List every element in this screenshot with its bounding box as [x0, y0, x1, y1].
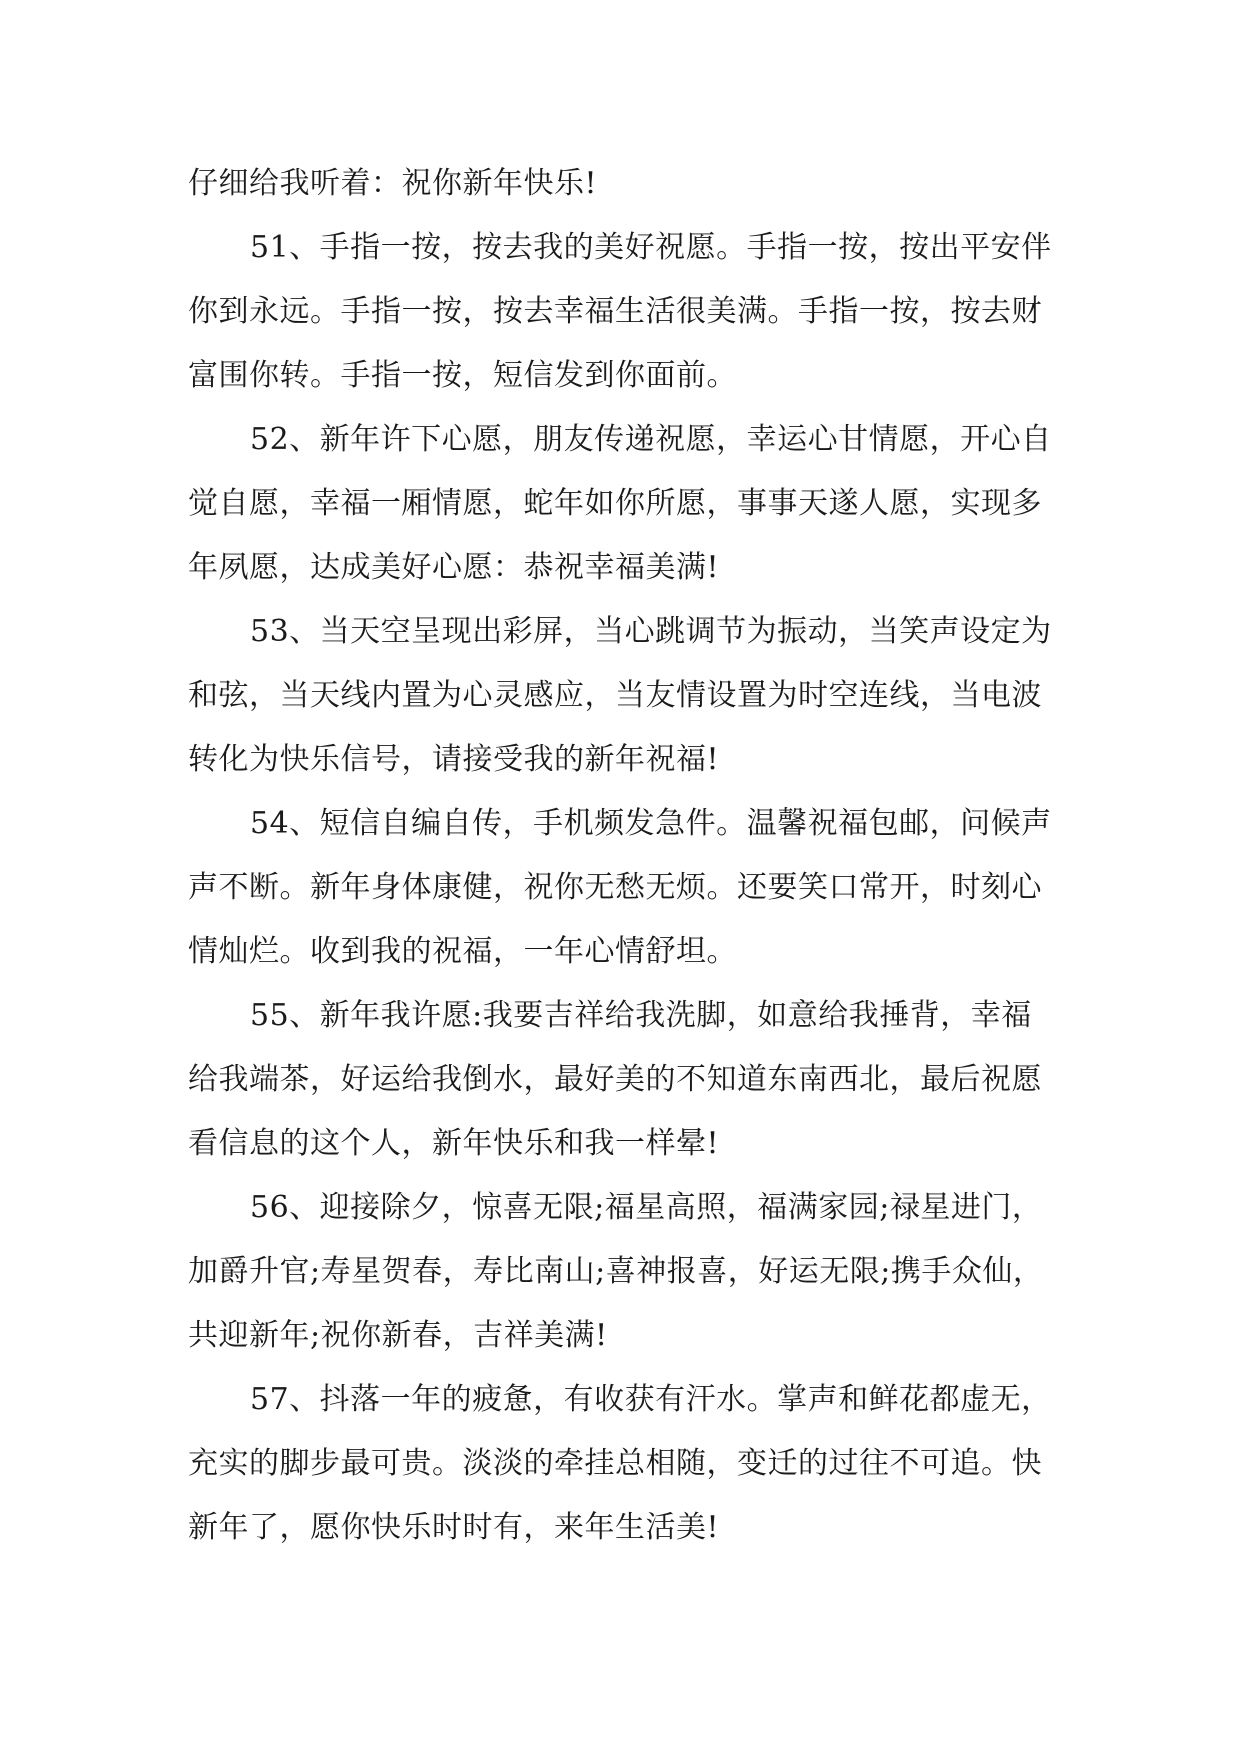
paragraph-52-line: 52、新年许下心愿，朋友传递祝愿，幸运心甘情愿，开心自	[250, 422, 1052, 457]
paragraph-57-line: 新年了，愿你快乐时时有，来年生活美!	[188, 1510, 720, 1545]
paragraph-57-line: 57、抖落一年的疲惫，有收获有汗水。掌声和鲜花都虚无，	[250, 1382, 1052, 1417]
paragraph-53-line: 转化为快乐信号，请接受我的新年祝福!	[188, 742, 720, 777]
paragraph-54-line: 声不断。新年身体康健，祝你无愁无烦。还要笑口常开，时刻心	[188, 870, 1042, 905]
paragraph-55-line: 给我端茶，好运给我倒水，最好美的不知道东南西北，最后祝愿	[188, 1062, 1042, 1097]
paragraph-55-line: 看信息的这个人，新年快乐和我一样晕!	[188, 1126, 720, 1161]
paragraph-56-line: 56、迎接除夕，惊喜无限;福星高照，福满家园;禄星进门，	[250, 1190, 1043, 1225]
paragraph-56-line: 加爵升官;寿星贺春，寿比南山;喜神报喜，好运无限;携手众仙，	[188, 1254, 1044, 1289]
paragraph-51-line: 51、手指一按，按去我的美好祝愿。手指一按，按出平安伴	[250, 230, 1052, 265]
paragraph-53-line: 和弦，当天线内置为心灵感应，当友情设置为时空连线，当电波	[188, 678, 1042, 713]
paragraph-54-line: 情灿烂。收到我的祝福，一年心情舒坦。	[188, 934, 737, 969]
paragraph-56-line: 共迎新年;祝你新春，吉祥美满!	[188, 1318, 608, 1353]
paragraph-54-line: 54、短信自编自传，手机频发急件。温馨祝福包邮，问候声	[250, 806, 1052, 841]
paragraph-52-line: 年夙愿，达成美好心愿：恭祝幸福美满!	[188, 550, 720, 585]
paragraph-line: 仔细给我听着：祝你新年快乐!	[188, 166, 598, 201]
paragraph-55-line: 55、新年我许愿:我要吉祥给我洗脚，如意给我捶背，幸福	[250, 998, 1032, 1033]
paragraph-52-line: 觉自愿，幸福一厢情愿，蛇年如你所愿，事事天遂人愿，实现多	[188, 486, 1042, 521]
paragraph-53-line: 53、当天空呈现出彩屏，当心跳调节为振动，当笑声设定为	[250, 614, 1052, 649]
document-body	[188, 152, 1056, 1560]
paragraph-57-line: 充实的脚步最可贵。淡淡的牵挂总相随，变迁的过往不可追。快	[188, 1446, 1042, 1481]
paragraph-51-line: 富围你转。手指一按，短信发到你面前。	[188, 358, 737, 393]
paragraph-51-line: 你到永远。手指一按，按去幸福生活很美满。手指一按，按去财	[188, 294, 1042, 329]
